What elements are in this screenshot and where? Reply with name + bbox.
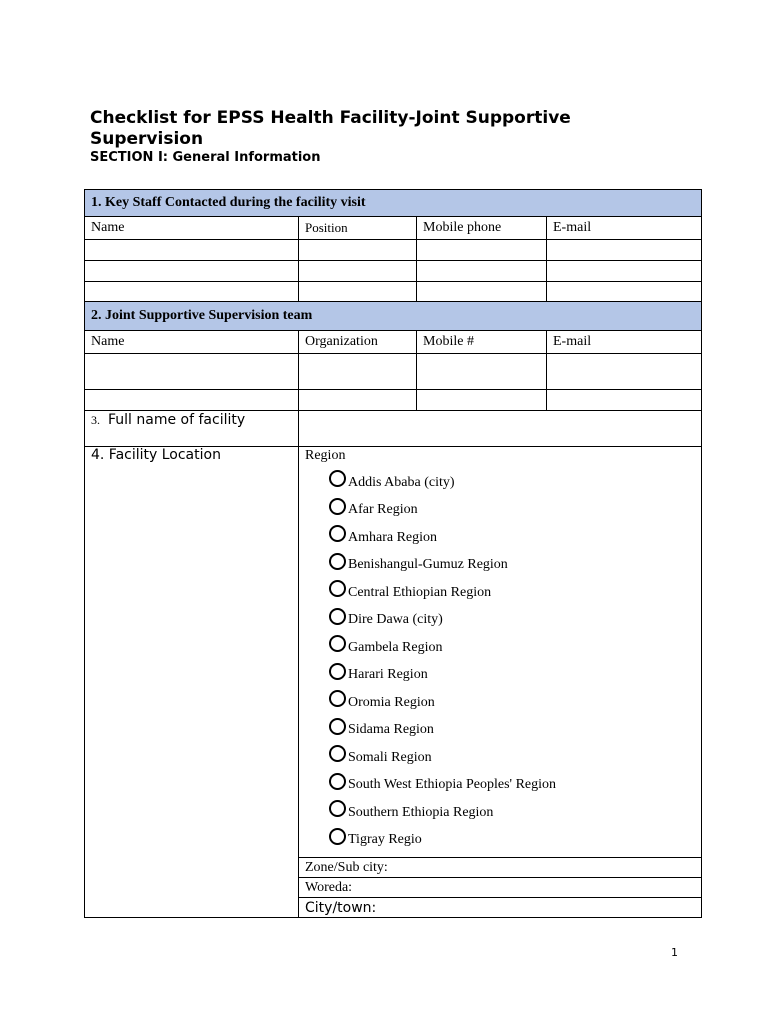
region-option-sidama[interactable]: Sidama Region xyxy=(329,716,695,744)
region-option-addis-ababa[interactable]: Addis Ababa (city) xyxy=(329,468,695,496)
section-2-header: 2. Joint Supportive Supervision team xyxy=(85,302,702,331)
facility-name-row xyxy=(85,411,702,447)
city-field[interactable]: City/town: xyxy=(299,898,702,918)
facility-name-text: Full name of facility xyxy=(108,412,246,428)
position-cell[interactable] xyxy=(299,282,417,302)
col-mobile-phone: Mobile phone xyxy=(417,217,547,240)
col-name: Name xyxy=(85,217,299,240)
radio-icon[interactable] xyxy=(329,800,346,817)
region-option-gambela[interactable]: Gambela Region xyxy=(329,633,695,661)
region-option-central-ethiopian[interactable]: Central Ethiopian Region xyxy=(329,578,695,606)
section-1-header-row xyxy=(85,190,702,217)
name-cell[interactable] xyxy=(85,261,299,282)
table-row xyxy=(85,240,702,261)
region-option-oromia[interactable]: Oromia Region xyxy=(329,688,695,716)
facility-name-number: 3. xyxy=(91,413,100,427)
region-cell xyxy=(299,447,702,858)
mobile-cell[interactable] xyxy=(417,282,547,302)
radio-icon[interactable] xyxy=(329,690,346,707)
radio-icon[interactable] xyxy=(329,828,346,845)
position-cell[interactable] xyxy=(299,240,417,261)
region-label: Region xyxy=(305,448,346,463)
name-cell[interactable] xyxy=(85,240,299,261)
radio-icon[interactable] xyxy=(329,635,346,652)
mobile-cell[interactable] xyxy=(417,261,547,282)
email-cell[interactable] xyxy=(547,390,702,411)
region-option-benishangul-gumuz[interactable]: Benishangul-Gumuz Region xyxy=(329,551,695,579)
col-organization: Organization xyxy=(299,331,417,354)
mobile-cell[interactable] xyxy=(417,390,547,411)
region-options xyxy=(305,468,695,853)
organization-cell[interactable] xyxy=(299,390,417,411)
region-option-afar[interactable]: Afar Region xyxy=(329,496,695,524)
facility-name-label xyxy=(85,411,299,447)
name-cell[interactable] xyxy=(85,354,299,390)
table-row xyxy=(85,354,702,390)
email-cell[interactable] xyxy=(547,354,702,390)
zone-field[interactable]: Zone/Sub city: xyxy=(299,858,702,878)
region-option-south-west-ethiopia[interactable]: South West Ethiopia Peoples' Region xyxy=(329,771,695,799)
facility-location-label-cell xyxy=(85,447,299,918)
radio-icon[interactable] xyxy=(329,553,346,570)
facility-name-field[interactable] xyxy=(299,411,702,447)
mobile-cell[interactable] xyxy=(417,354,547,390)
email-cell[interactable] xyxy=(547,261,702,282)
document-title: Checklist for EPSS Health Facility-Joint Supportive Supervision xyxy=(90,108,571,149)
facility-location-row xyxy=(85,447,702,858)
radio-icon[interactable] xyxy=(329,718,346,735)
col-name: Name xyxy=(85,331,299,354)
section-2-column-headers xyxy=(85,331,702,354)
section-1-column-headers xyxy=(85,217,702,240)
radio-icon[interactable] xyxy=(329,608,346,625)
region-option-southern-ethiopia[interactable]: Southern Ethiopia Region xyxy=(329,798,695,826)
name-cell[interactable] xyxy=(85,390,299,411)
region-option-dire-dawa[interactable]: Dire Dawa (city) xyxy=(329,606,695,634)
radio-icon[interactable] xyxy=(329,773,346,790)
radio-icon[interactable] xyxy=(329,498,346,515)
col-position: Position xyxy=(299,217,417,240)
radio-icon[interactable] xyxy=(329,663,346,680)
page-number: 1 xyxy=(671,946,678,959)
radio-icon[interactable] xyxy=(329,470,346,487)
col-email: E-mail xyxy=(547,217,702,240)
general-information-table xyxy=(84,189,702,918)
section-title: SECTION I: General Information xyxy=(90,150,321,165)
section-2-header-row xyxy=(85,302,702,331)
mobile-cell[interactable] xyxy=(417,240,547,261)
radio-icon[interactable] xyxy=(329,745,346,762)
radio-icon[interactable] xyxy=(329,525,346,542)
organization-cell[interactable] xyxy=(299,354,417,390)
facility-location-label: 4. Facility Location xyxy=(91,447,221,463)
col-email: E-mail xyxy=(547,331,702,354)
section-1-header: 1. Key Staff Contacted during the facility visit xyxy=(85,190,702,217)
region-option-tigray[interactable]: Tigray Regio xyxy=(329,826,695,854)
radio-icon[interactable] xyxy=(329,580,346,597)
table-row xyxy=(85,282,702,302)
email-cell[interactable] xyxy=(547,282,702,302)
position-cell[interactable] xyxy=(299,261,417,282)
table-row xyxy=(85,261,702,282)
region-option-harari[interactable]: Harari Region xyxy=(329,661,695,689)
table-row xyxy=(85,390,702,411)
name-cell[interactable] xyxy=(85,282,299,302)
col-mobile: Mobile # xyxy=(417,331,547,354)
email-cell[interactable] xyxy=(547,240,702,261)
region-option-somali[interactable]: Somali Region xyxy=(329,743,695,771)
region-option-amhara[interactable]: Amhara Region xyxy=(329,523,695,551)
woreda-field[interactable]: Woreda: xyxy=(299,878,702,898)
